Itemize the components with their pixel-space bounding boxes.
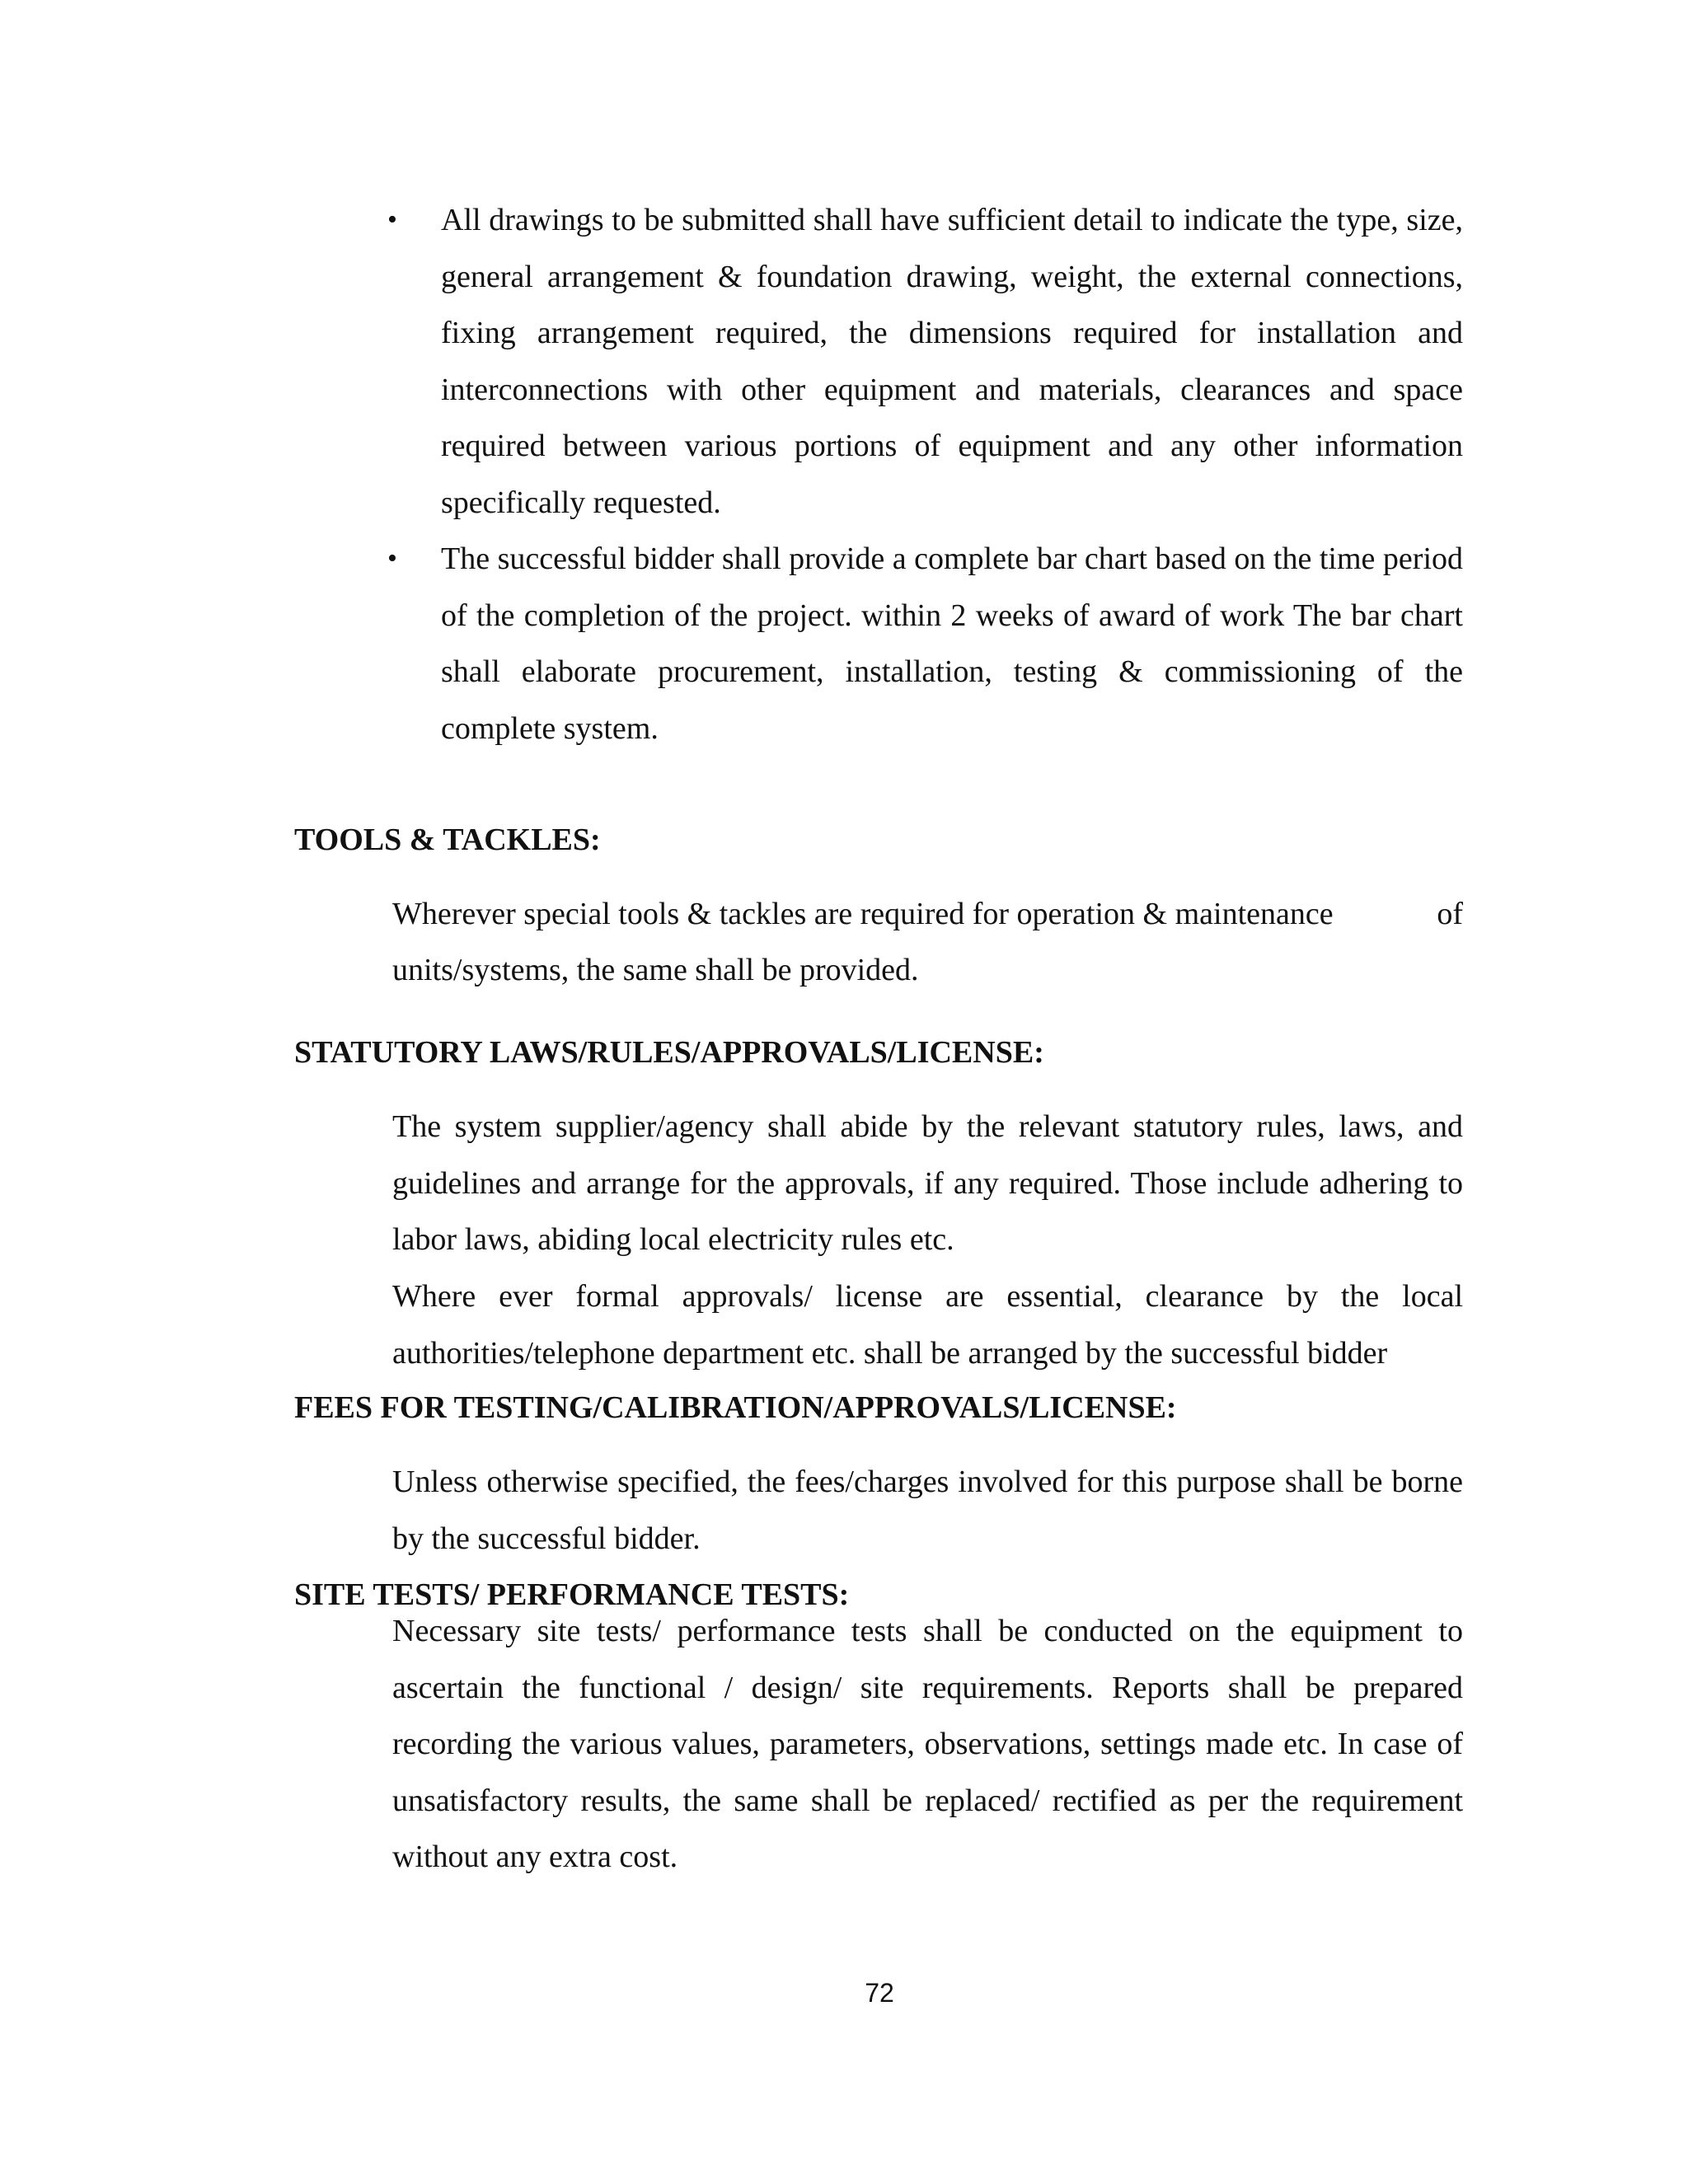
bullet-list: [387, 192, 1463, 757]
statutory-paragraph-1: The system supplier/agency shall abide by the relevant statutory rules, laws, and guidelines and arrange for the approvals, if any required. Those include adhering to labor laws, abiding local electricity rules etc.: [392, 1109, 1463, 1257]
statutory-paragraph-2: Where ever formal approvals/ license are essential, clearance by the local authorities/telephone department etc. shall be arranged by the successful bidder: [392, 1279, 1463, 1371]
tools-line-1-end: of: [1437, 897, 1463, 931]
tools-line-1-text: Wherever special tools & tackles are required for operation & maintenance: [392, 897, 1334, 931]
bullet-item-drawings: [387, 192, 1463, 531]
page-number: 72: [865, 1978, 894, 2008]
bullet-item-bar-chart: [387, 531, 1463, 757]
bullet-icon: •: [387, 204, 397, 235]
bullet-text: The successful bidder shall provide a complete bar chart based on the time period of the completion of the project. within 2 weeks of award of work The bar chart shall elaborate procurement, installation, testing & commissioning of the complete system.: [441, 541, 1463, 746]
tools-paragraph-line-2: units/systems, the same shall be provided.: [392, 953, 919, 987]
site-tests-paragraph: Necessary site tests/ performance tests shall be conducted on the equipment to ascertain the functional / design/ site requirements. Reports shall be prepared recording the various values, parameters, observations, settings made etc. In case of unsatisfactory results, the same shall be replaced/ rectified as per the requirement without any extra cost.: [392, 1614, 1463, 1874]
bullet-icon: •: [387, 543, 397, 574]
bullet-text: All drawings to be submitted shall have sufficient detail to indicate the type, size, general arrangement & foundation drawing, weight, the external connections, fixing arrangement required, the dimensions required for installation and interconnections with other equipment and materials, clearances and space required between various portions of equipment and any other information specifically requested.: [441, 203, 1463, 520]
heading-tools-tackles: TOOLS & TACKLES:: [294, 823, 601, 857]
heading-fees-testing: FEES FOR TESTING/CALIBRATION/APPROVALS/LICENSE:: [294, 1390, 1177, 1425]
fees-paragraph: Unless otherwise specified, the fees/charges involved for this purpose shall be borne by the successful bidder.: [392, 1465, 1463, 1556]
tools-paragraph-line-1: [392, 886, 1463, 943]
heading-statutory-laws: STATUTORY LAWS/RULES/APPROVALS/LICENSE:: [294, 1035, 1044, 1070]
heading-site-tests: SITE TESTS/ PERFORMANCE TESTS:: [294, 1577, 850, 1612]
